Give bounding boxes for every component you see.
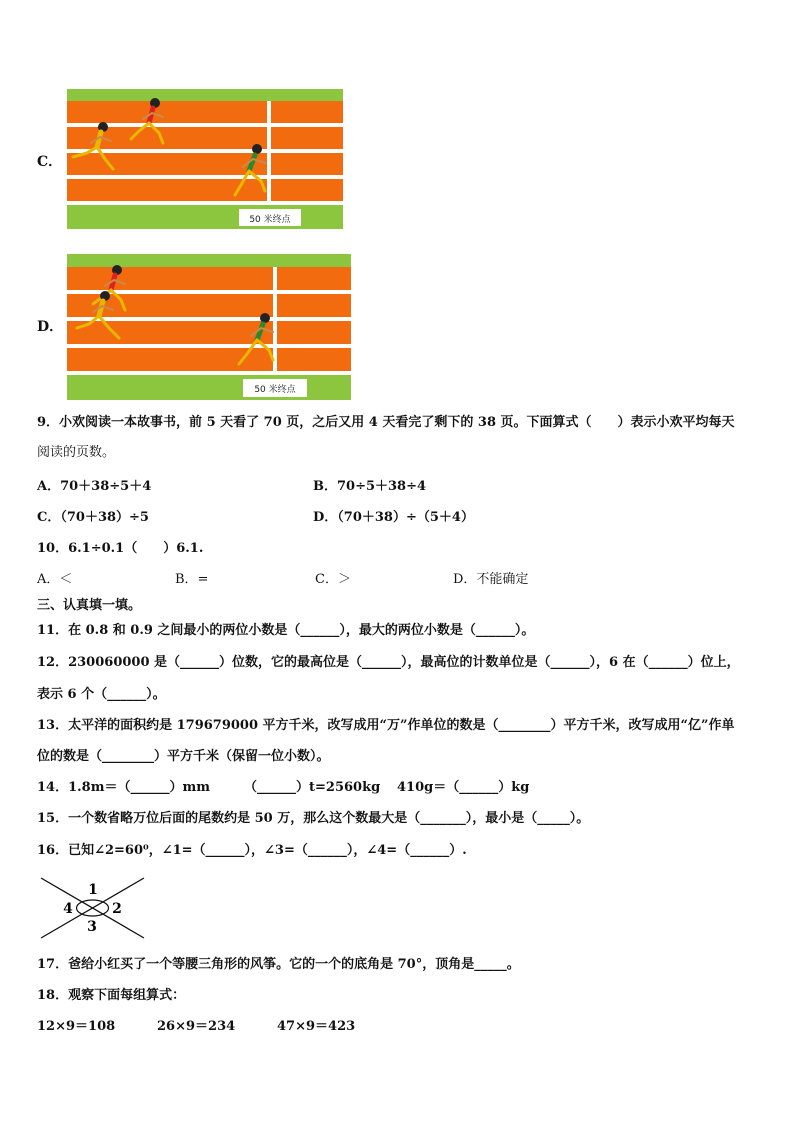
q10-option-d[interactable]: D．不能确定 — [453, 572, 529, 587]
track-image-c — [67, 89, 343, 229]
running-track-c — [67, 89, 343, 229]
q9-option-b[interactable]: B．70÷5＋38÷4 — [313, 479, 427, 494]
q10-option-c[interactable]: C．＞ — [315, 572, 351, 587]
angle-figure — [38, 874, 148, 942]
q14-part1: 14．1.8m＝（______）mm — [37, 780, 210, 795]
angle-label-2: 2 — [112, 901, 122, 917]
option-c-label: C． — [37, 154, 63, 170]
q12-line1: 12．230060000 是（______）位数，它的最高位是（______），最高位的计数单位是（______），6 在（______）位上， — [37, 655, 740, 670]
q14-part3: 410g＝（______）kg — [397, 780, 530, 795]
section-3-heading: 三、认真填一填。 — [37, 598, 142, 613]
angle-label-1: 1 — [88, 882, 98, 898]
option-d-label: D． — [37, 319, 64, 335]
q9-option-a[interactable]: A．70＋38÷5＋4 — [37, 479, 152, 494]
q18-eq1: 12×9＝108 — [37, 1019, 116, 1034]
q15: 15．一个数省略万位后面的尾数约是 50 万，那么这个数最大是（_______），最小是（_____）。 — [37, 811, 590, 826]
q10-stem: 10．6.1÷0.1（ ）6.1. — [37, 541, 204, 556]
track-image-d — [67, 254, 351, 400]
q9-stem-line1: 9．小欢阅读一本故事书，前 5 天看了 70 页，之后又用 4 天看完了剩下的 38 页。下面算式（ ）表示小欢平均每天 — [37, 415, 735, 430]
angle-label-4: 4 — [63, 901, 73, 917]
finish-label-d: 50 米终点 — [254, 385, 296, 395]
q18-stem: 18．观察下面每组算式： — [37, 988, 186, 1003]
q16: 16．已知∠2=60⁰，∠1=（______），∠3=（______），∠4=（______）. — [37, 843, 467, 858]
q14-part2: （______）t=2560kg — [244, 780, 381, 795]
q13-line1: 13．太平洋的面积约是 179679000 平方千米，改写成用“万”作单位的数是（________）平方千米，改写成用“亿”作单 — [37, 718, 735, 733]
q13-line2: 位的数是（________）平方千米（保留一位小数）。 — [37, 749, 330, 764]
q17: 17．爸给小红买了一个等腰三角形的风筝。它的一个的底角是 70°，顶角是_____。 — [37, 957, 520, 972]
q11: 11．在 0.8 和 0.9 之间最小的两位小数是（______），最大的两位小数是（______）。 — [37, 623, 535, 638]
q10-option-b[interactable]: B．= — [175, 572, 209, 587]
q12-line2: 表示 6 个（______）。 — [37, 687, 166, 702]
finish-label-c: 50 米终点 — [249, 215, 291, 225]
q9-option-c[interactable]: C．（70＋38）÷5 — [37, 510, 149, 525]
q9-option-d[interactable]: D．（70＋38）÷（5＋4） — [313, 510, 474, 525]
q18-eq2: 26×9＝234 — [157, 1019, 236, 1034]
angle-label-3: 3 — [87, 919, 97, 935]
q9-stem-line2: 阅读的页数。 — [37, 445, 116, 460]
q18-eq3: 47×9＝423 — [277, 1019, 356, 1034]
q10-option-a[interactable]: A．＜ — [37, 572, 73, 587]
running-track-d — [67, 254, 351, 400]
